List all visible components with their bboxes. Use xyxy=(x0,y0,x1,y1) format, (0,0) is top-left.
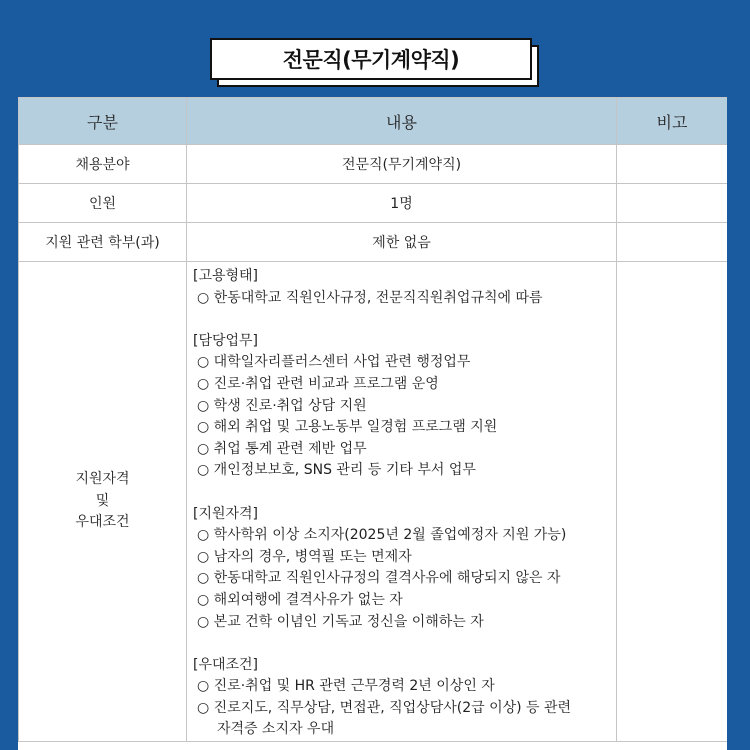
header-category: 구분 xyxy=(19,98,187,145)
page-title: 전문직(무기계약직) xyxy=(210,38,532,80)
list-item: ○ 본교 건학 이념인 기독교 정신을 이해하는 자 xyxy=(197,613,484,630)
recruitment-table xyxy=(18,97,727,742)
continuation-text: 자격증 소지자 우대 xyxy=(217,721,335,738)
detail-row-label xyxy=(19,262,187,742)
row-value: 1명 xyxy=(187,184,617,223)
row-note xyxy=(617,184,728,223)
detail-content xyxy=(187,262,617,742)
list-item: ○ 대학일자리플러스센터 사업 관련 행정업무 xyxy=(197,354,471,371)
duties-heading: [담당업무] xyxy=(193,332,259,349)
qualifications-heading: [지원자격] xyxy=(193,505,259,522)
detail-label-line: 및 xyxy=(95,492,110,509)
detail-row xyxy=(19,262,728,742)
list-item: ○ 한동대학교 직원인사규정, 전문직직원취업규칙에 따름 xyxy=(197,289,543,306)
list-item: ○ 진로·취업 및 HR 관련 근무경력 2년 이상인 자 xyxy=(197,678,495,695)
list-item: ○ 한동대학교 직원인사규정의 결격사유에 해당되지 않은 자 xyxy=(197,570,561,587)
title-banner xyxy=(210,38,540,88)
row-label: 인원 xyxy=(19,184,187,223)
list-item: ○ 취업 통계 관련 제반 업무 xyxy=(197,440,367,457)
list-item-continuation xyxy=(193,719,610,741)
row-note xyxy=(617,145,728,184)
list-item: ○ 해외 취업 및 고용노동부 일경험 프로그램 지원 xyxy=(197,419,498,436)
table-row xyxy=(19,184,728,223)
header-note: 비고 xyxy=(617,98,728,145)
row-value: 제한 없음 xyxy=(187,223,617,262)
detail-label-line: 우대조건 xyxy=(75,514,130,531)
table-header-row xyxy=(19,98,728,145)
employment-type-heading: [고용형태] xyxy=(193,268,259,284)
detail-label-line: 지원자격 xyxy=(75,471,130,488)
list-item: ○ 남자의 경우, 병역필 또는 면제자 xyxy=(197,548,412,565)
detail-note xyxy=(617,262,728,742)
list-item: ○ 학사학위 이상 소지자(2025년 2월 졸업예정자 지원 가능) xyxy=(197,527,567,544)
list-item: ○ 개인정보보호, SNS 관리 등 기타 부서 업무 xyxy=(197,462,476,479)
row-note xyxy=(617,223,728,262)
row-value: 전문직(무기계약직) xyxy=(187,145,617,184)
recruitment-table-container xyxy=(18,97,727,750)
row-label: 지원 관련 학부(과) xyxy=(19,223,187,262)
table-row xyxy=(19,145,728,184)
list-item: ○ 해외여행에 결격사유가 없는 자 xyxy=(197,591,403,608)
table-row xyxy=(19,223,728,262)
list-item: ○ 진로·취업 관련 비교과 프로그램 운영 xyxy=(197,375,439,392)
preferences-heading: [우대조건] xyxy=(193,656,259,673)
list-item: ○ 진로지도, 직무상담, 면접관, 직업상담사(2급 이상) 등 관련 xyxy=(197,699,572,716)
row-label: 채용분야 xyxy=(19,145,187,184)
list-item: ○ 학생 진로·취업 상담 지원 xyxy=(197,397,367,414)
header-content: 내용 xyxy=(187,98,617,145)
